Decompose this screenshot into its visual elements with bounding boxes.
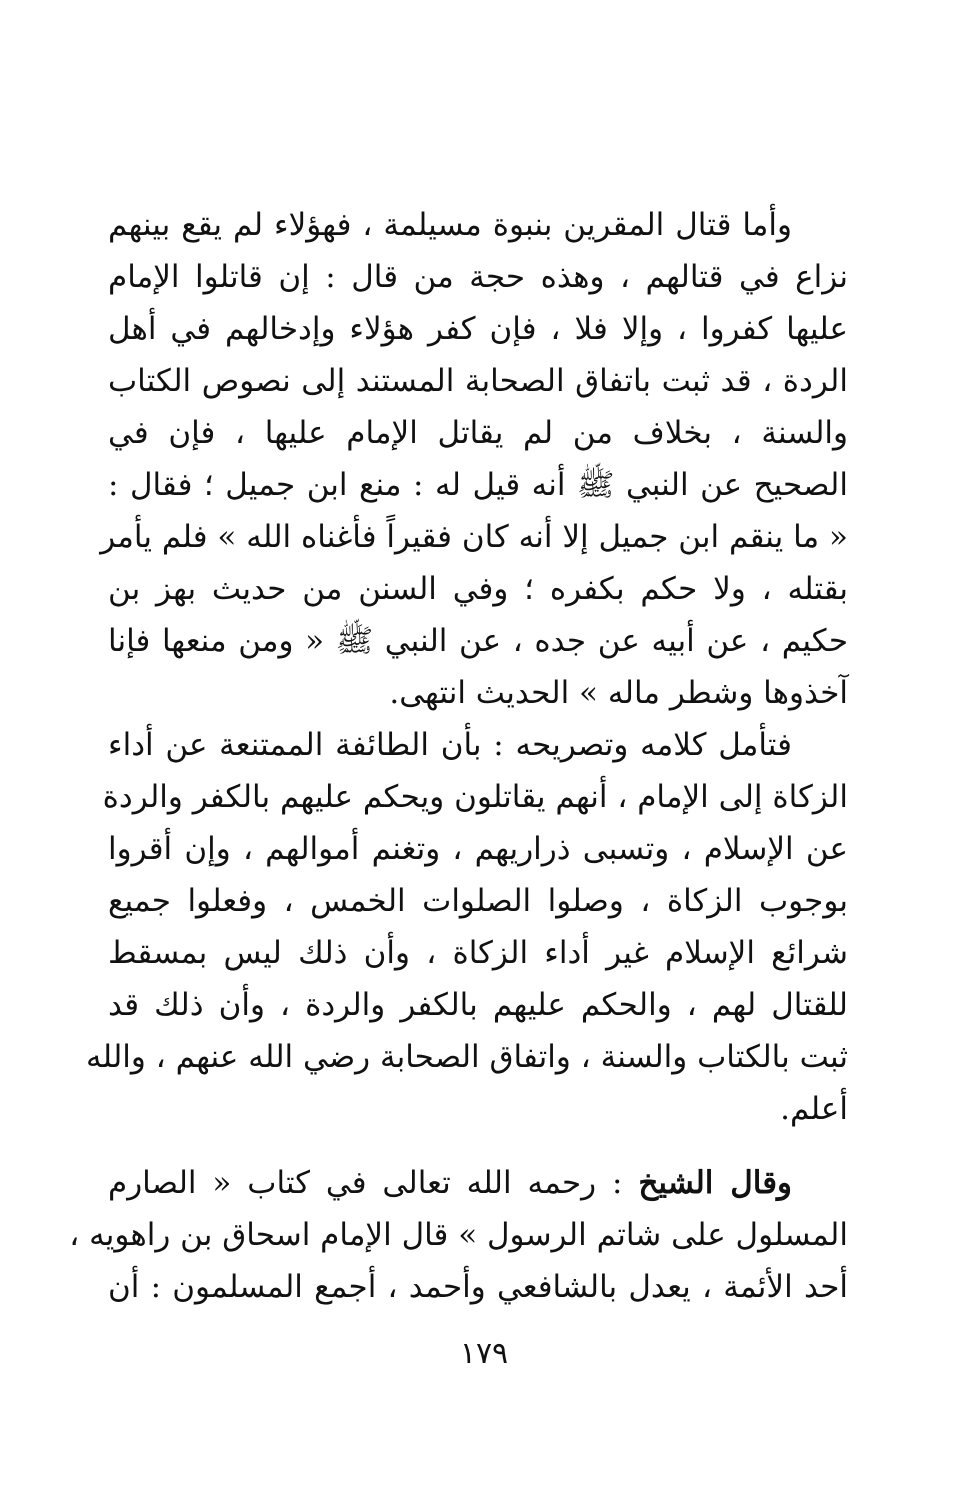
text-line: والسنة ، بخلاف من لم يقاتل الإمام عليها ، فإن في xyxy=(108,415,848,451)
text-line: وأما قتال المقرين بنبوة مسيلمة ، فهؤلاء لم يقع بينهم xyxy=(108,207,792,243)
paragraph-1 xyxy=(100,199,848,719)
text-line: الردة ، قد ثبت باتفاق الصحابة المستند إلى نصوص الكتاب xyxy=(108,363,848,399)
text-line: للقتال لهم ، والحكم عليهم بالكفر والردة ، وأن ذلك قد xyxy=(108,987,848,1023)
text-line: فتأمل كلامه وتصريحه : بأن الطائفة الممتنعة عن أداء xyxy=(108,727,792,763)
text-line: « ما ينقم ابن جميل إلا أنه كان فقيراً فأغناه الله » فلم يأمر xyxy=(100,519,848,555)
text-line: أعلم. xyxy=(780,1091,848,1127)
speaker-lead: وقال الشيخ xyxy=(638,1165,792,1201)
text-line: عليها كفروا ، وإلا فلا ، فإن كفر هؤلاء وإدخالهم في أهل xyxy=(108,311,848,347)
text-line: شرائع الإسلام غير أداء الزكاة ، وأن ذلك ليس بمسقط xyxy=(108,935,848,971)
text-line: الصحيح عن النبي ﷺ أنه قيل له : منع ابن جميل ؛ فقال : xyxy=(108,467,848,503)
paragraph-2 xyxy=(85,719,848,1135)
text-line: آخذوها وشطر ماله » الحديث انتهى. xyxy=(389,675,848,711)
text-line: المسلول على شاتم الرسول » قال الإمام اسحاق بن راهويه ، xyxy=(69,1217,848,1253)
text-line: بقتله ، ولا حكم بكفره ؛ وفي السنن من حديث بهز بن xyxy=(108,571,848,607)
text-line: ثبت بالكتاب والسنة ، واتفاق الصحابة رضي الله عنهم ، والله xyxy=(85,1039,848,1075)
text-line xyxy=(108,1157,848,1209)
text-segment: : رحمه الله تعالى في كتاب « الصارم xyxy=(108,1165,639,1201)
text-line: أحد الأئمة ، يعدل بالشافعي وأحمد ، أجمع المسلمون : أن xyxy=(108,1269,848,1305)
text-line: عن الإسلام ، وتسبى ذراريهم ، وتغنم أموالهم ، وإن أقروا xyxy=(108,831,848,867)
text-line: الزكاة إلى الإمام ، أنهم يقاتلون ويحكم عليهم بالكفر والردة xyxy=(102,779,848,815)
page-number: ١٧٩ xyxy=(459,1336,509,1371)
text-line: نزاع في قتالهم ، وهذه حجة من قال : إن قاتلوا الإمام xyxy=(108,259,848,295)
text-line: بوجوب الزكاة ، وصلوا الصلوات الخمس ، وفعلوا جميع xyxy=(108,883,848,919)
text-line: حكيم ، عن أبيه عن جده ، عن النبي ﷺ « ومن منعها فإنا xyxy=(108,623,848,659)
paragraph-3 xyxy=(69,1157,848,1313)
